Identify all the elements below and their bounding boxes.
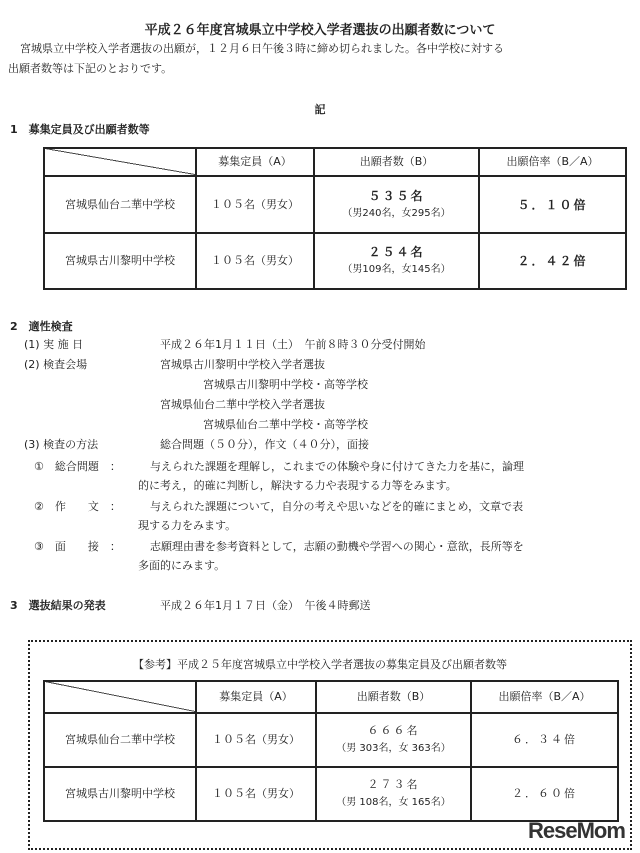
header-capacity: 募集定員（A） (196, 148, 314, 176)
header-ratio: 出願倍率（B／A） (471, 681, 618, 713)
school-name: 宮城県古川黎明中学校 (44, 767, 196, 821)
applicants-table (43, 147, 627, 290)
header-blank-cell (44, 148, 196, 176)
capacity: １０５名（男女） (196, 176, 314, 233)
applicants-total: ６６６名 (367, 724, 420, 737)
item-text: 与えられた課題について，自分の考えや思いなどを的確にまとめ，文章で表 (150, 500, 524, 513)
section1-heading: 1 募集定員及び出願者数等 (10, 123, 150, 136)
school-name: 宮城県仙台二華中学校 (44, 713, 196, 767)
venue-2-site: 宮城県仙台二華中学校・高等学校 (203, 418, 368, 431)
document-title: 平成２６年度宮城県立中学校入学者選抜の出願者数について (144, 23, 496, 38)
capacity: １０５名（男女） (196, 713, 316, 767)
capacity: １０５名（男女） (196, 767, 316, 821)
venue-2: 宮城県仙台二華中学校入学者選抜 (160, 398, 325, 411)
ki-heading: 記 (314, 103, 326, 116)
header-applicants: 出願者数（B） (314, 148, 479, 176)
applicants-breakdown: （男109名，女145名） (342, 264, 451, 275)
table-row (44, 176, 626, 233)
ratio: ２．４２倍 (479, 233, 626, 289)
reference-table (43, 680, 619, 822)
ratio: ６．３４倍 (471, 713, 618, 767)
date-value: 平成２６年1月１１日（土） 午前８時３０分受付開始 (160, 338, 426, 351)
applicants-cell (316, 713, 471, 767)
venue-1-site: 宮城県古川黎明中学校・高等学校 (203, 378, 368, 391)
section2-heading: 2 適性検査 (10, 320, 73, 333)
section3-heading: 3 選抜結果の発表 (10, 599, 106, 612)
table-row (44, 713, 618, 767)
school-name: 宮城県仙台二華中学校 (44, 176, 196, 233)
item-text: 多面的にみます。 (138, 559, 226, 572)
header-capacity: 募集定員（A） (196, 681, 316, 713)
applicants-breakdown: （男 108名，女 165名） (336, 797, 451, 808)
applicants-cell (314, 233, 479, 289)
item-label: ② 作 文 ： (34, 500, 121, 513)
applicants-cell (314, 176, 479, 233)
intro-line-1: 宮城県立中学校入学者選抜の出願が，１２月６日午後３時に締め切られました。各中学校に対する (20, 42, 504, 55)
header-applicants: 出願者数（B） (316, 681, 471, 713)
method-value: 総合問題（５０分），作文（４０分），面接 (160, 438, 369, 451)
applicants-total: ５３５名 (368, 188, 425, 203)
item-text: 現する力をみます。 (138, 519, 237, 532)
table-row (44, 767, 618, 821)
reference-caption: 【参考】平成２５年度宮城県立中学校入学者選抜の募集定員及び出願者数等 (133, 658, 507, 671)
applicants-total: ２５４名 (368, 245, 425, 259)
applicants-breakdown: （男 303名，女 363名） (336, 743, 451, 754)
item-text: 与えられた課題を理解し，これまでの体験や身に付けてきた力を基に，論理 (150, 460, 524, 473)
method-label: (3) 検査の方法 (24, 438, 99, 451)
capacity: １０５名（男女） (196, 233, 314, 289)
applicants-breakdown: （男240名，女295名） (342, 207, 451, 219)
applicants-cell (316, 767, 471, 821)
date-label: (1) 実 施 日 (24, 338, 84, 351)
item-label: ③ 面 接 ： (34, 540, 121, 553)
item-label: ① 総合問題 ： (34, 460, 121, 473)
venue-label: (2) 検査会場 (24, 358, 88, 371)
item-text: 的に考え，的確に判断し，解決する力や表現する力等をみます。 (138, 479, 457, 492)
header-ratio: 出願倍率（B／A） (479, 148, 626, 176)
ratio: ２．６０倍 (471, 767, 618, 821)
venue-1: 宮城県古川黎明中学校入学者選抜 (160, 358, 325, 371)
table-row (44, 233, 626, 289)
applicants-total: ２７３名 (367, 778, 420, 791)
resemom-watermark-logo: ReseMom (528, 818, 625, 843)
ratio: ５．１０倍 (479, 176, 626, 233)
section3-value: 平成２６年1月１７日（金） 午後４時郵送 (160, 599, 371, 612)
school-name: 宮城県古川黎明中学校 (44, 233, 196, 289)
intro-line-2: 出願者数等は下記のとおりです。 (8, 62, 173, 75)
header-blank-cell (44, 681, 196, 713)
item-text: 志願理由書を参考資料として，志願の動機や学習への関心・意欲，長所等を (150, 540, 524, 553)
